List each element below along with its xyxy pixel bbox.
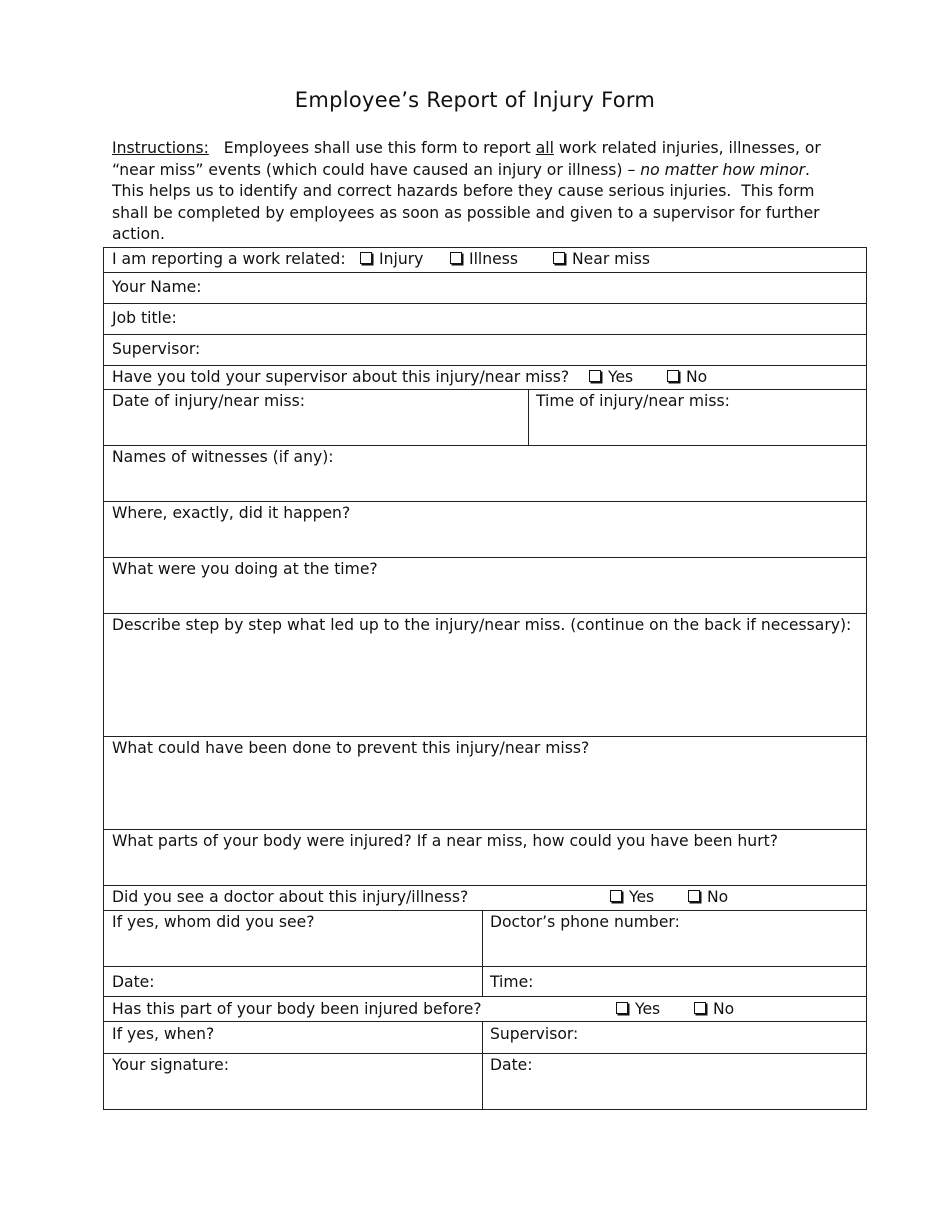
witnesses-field[interactable]: Names of witnesses (if any): bbox=[112, 448, 334, 466]
instructions-text-2: work related injuries, illnesses, or “near miss” events (which could have caused an injury or illness) – bbox=[112, 139, 821, 179]
see-doctor-no-checkbox[interactable]: No bbox=[688, 887, 728, 908]
signature-date-field[interactable]: Date: bbox=[490, 1056, 533, 1074]
checkbox-icon bbox=[450, 252, 462, 264]
body-parts-field[interactable]: What parts of your body were injured? If a near miss, how could you have been hurt? bbox=[112, 832, 778, 850]
report-type-label: I am reporting a work related: bbox=[112, 250, 346, 268]
prevent-field[interactable]: What could have been done to prevent this injury/near miss? bbox=[112, 739, 590, 757]
time-field[interactable]: Time: bbox=[490, 973, 534, 991]
doctor-phone-field[interactable]: Doctor’s phone number: bbox=[490, 913, 680, 931]
doing-field[interactable]: What were you doing at the time? bbox=[112, 560, 378, 578]
injury-checkbox[interactable]: Injury bbox=[360, 249, 423, 270]
describe-field[interactable]: Describe step by step what led up to the injury/near miss. (continue on the back if necessary): bbox=[112, 616, 852, 634]
row-divider bbox=[104, 1021, 866, 1022]
injured-before-label: Has this part of your body been injured before? bbox=[112, 1000, 482, 1018]
your-name-field[interactable]: Your Name: bbox=[112, 278, 202, 296]
instructions-text-3: . This helps us to identify and correct hazards before they cause serious injuries. This form shall be completed by employees as soon as possible and given to a supervisor for further action. bbox=[112, 160, 825, 243]
told-supervisor-yes-checkbox[interactable]: Yes bbox=[589, 367, 633, 388]
row-divider bbox=[104, 996, 866, 997]
told-supervisor-no-checkbox[interactable]: No bbox=[667, 367, 707, 388]
instructions-underlined: all bbox=[535, 139, 554, 157]
where-field[interactable]: Where, exactly, did it happen? bbox=[112, 504, 351, 522]
row-divider bbox=[104, 272, 866, 273]
checkbox-icon bbox=[667, 370, 679, 382]
checkbox-icon bbox=[688, 890, 700, 902]
date-field[interactable]: Date: bbox=[112, 973, 155, 991]
injured-before-no-checkbox[interactable]: No bbox=[694, 999, 734, 1020]
instructions-italic: no matter how minor bbox=[640, 160, 806, 179]
row-divider bbox=[104, 334, 866, 335]
row-divider bbox=[104, 303, 866, 304]
checkbox-icon bbox=[616, 1002, 628, 1014]
supervisor-2-field[interactable]: Supervisor: bbox=[490, 1025, 579, 1043]
see-doctor-yes-checkbox[interactable]: Yes bbox=[610, 887, 654, 908]
see-doctor-label: Did you see a doctor about this injury/illness? bbox=[112, 888, 469, 906]
checkbox-icon bbox=[360, 252, 372, 264]
injury-form-table bbox=[103, 247, 867, 1110]
checkbox-icon bbox=[553, 252, 565, 264]
page-title: Employee’s Report of Injury Form bbox=[294, 88, 656, 112]
instructions-text-1: Employees shall use this form to report bbox=[208, 139, 536, 157]
told-supervisor-label: Have you told your supervisor about this injury/near miss? bbox=[112, 368, 570, 386]
job-title-field[interactable]: Job title: bbox=[112, 309, 177, 327]
signature-field[interactable]: Your signature: bbox=[112, 1056, 229, 1074]
time-of-injury-field[interactable]: Time of injury/near miss: bbox=[536, 392, 730, 410]
date-of-injury-field[interactable]: Date of injury/near miss: bbox=[112, 392, 305, 410]
checkbox-icon bbox=[589, 370, 601, 382]
instructions bbox=[112, 138, 832, 246]
instructions-label: Instructions: bbox=[112, 139, 209, 157]
illness-checkbox[interactable]: Illness bbox=[450, 249, 518, 270]
checkbox-icon bbox=[610, 890, 622, 902]
supervisor-field[interactable]: Supervisor: bbox=[112, 340, 201, 358]
injured-before-yes-checkbox[interactable]: Yes bbox=[616, 999, 660, 1020]
whom-field[interactable]: If yes, whom did you see? bbox=[112, 913, 315, 931]
row-divider bbox=[104, 966, 866, 967]
when-field[interactable]: If yes, when? bbox=[112, 1025, 215, 1043]
checkbox-icon bbox=[694, 1002, 706, 1014]
near-miss-checkbox[interactable]: Near miss bbox=[553, 249, 650, 270]
